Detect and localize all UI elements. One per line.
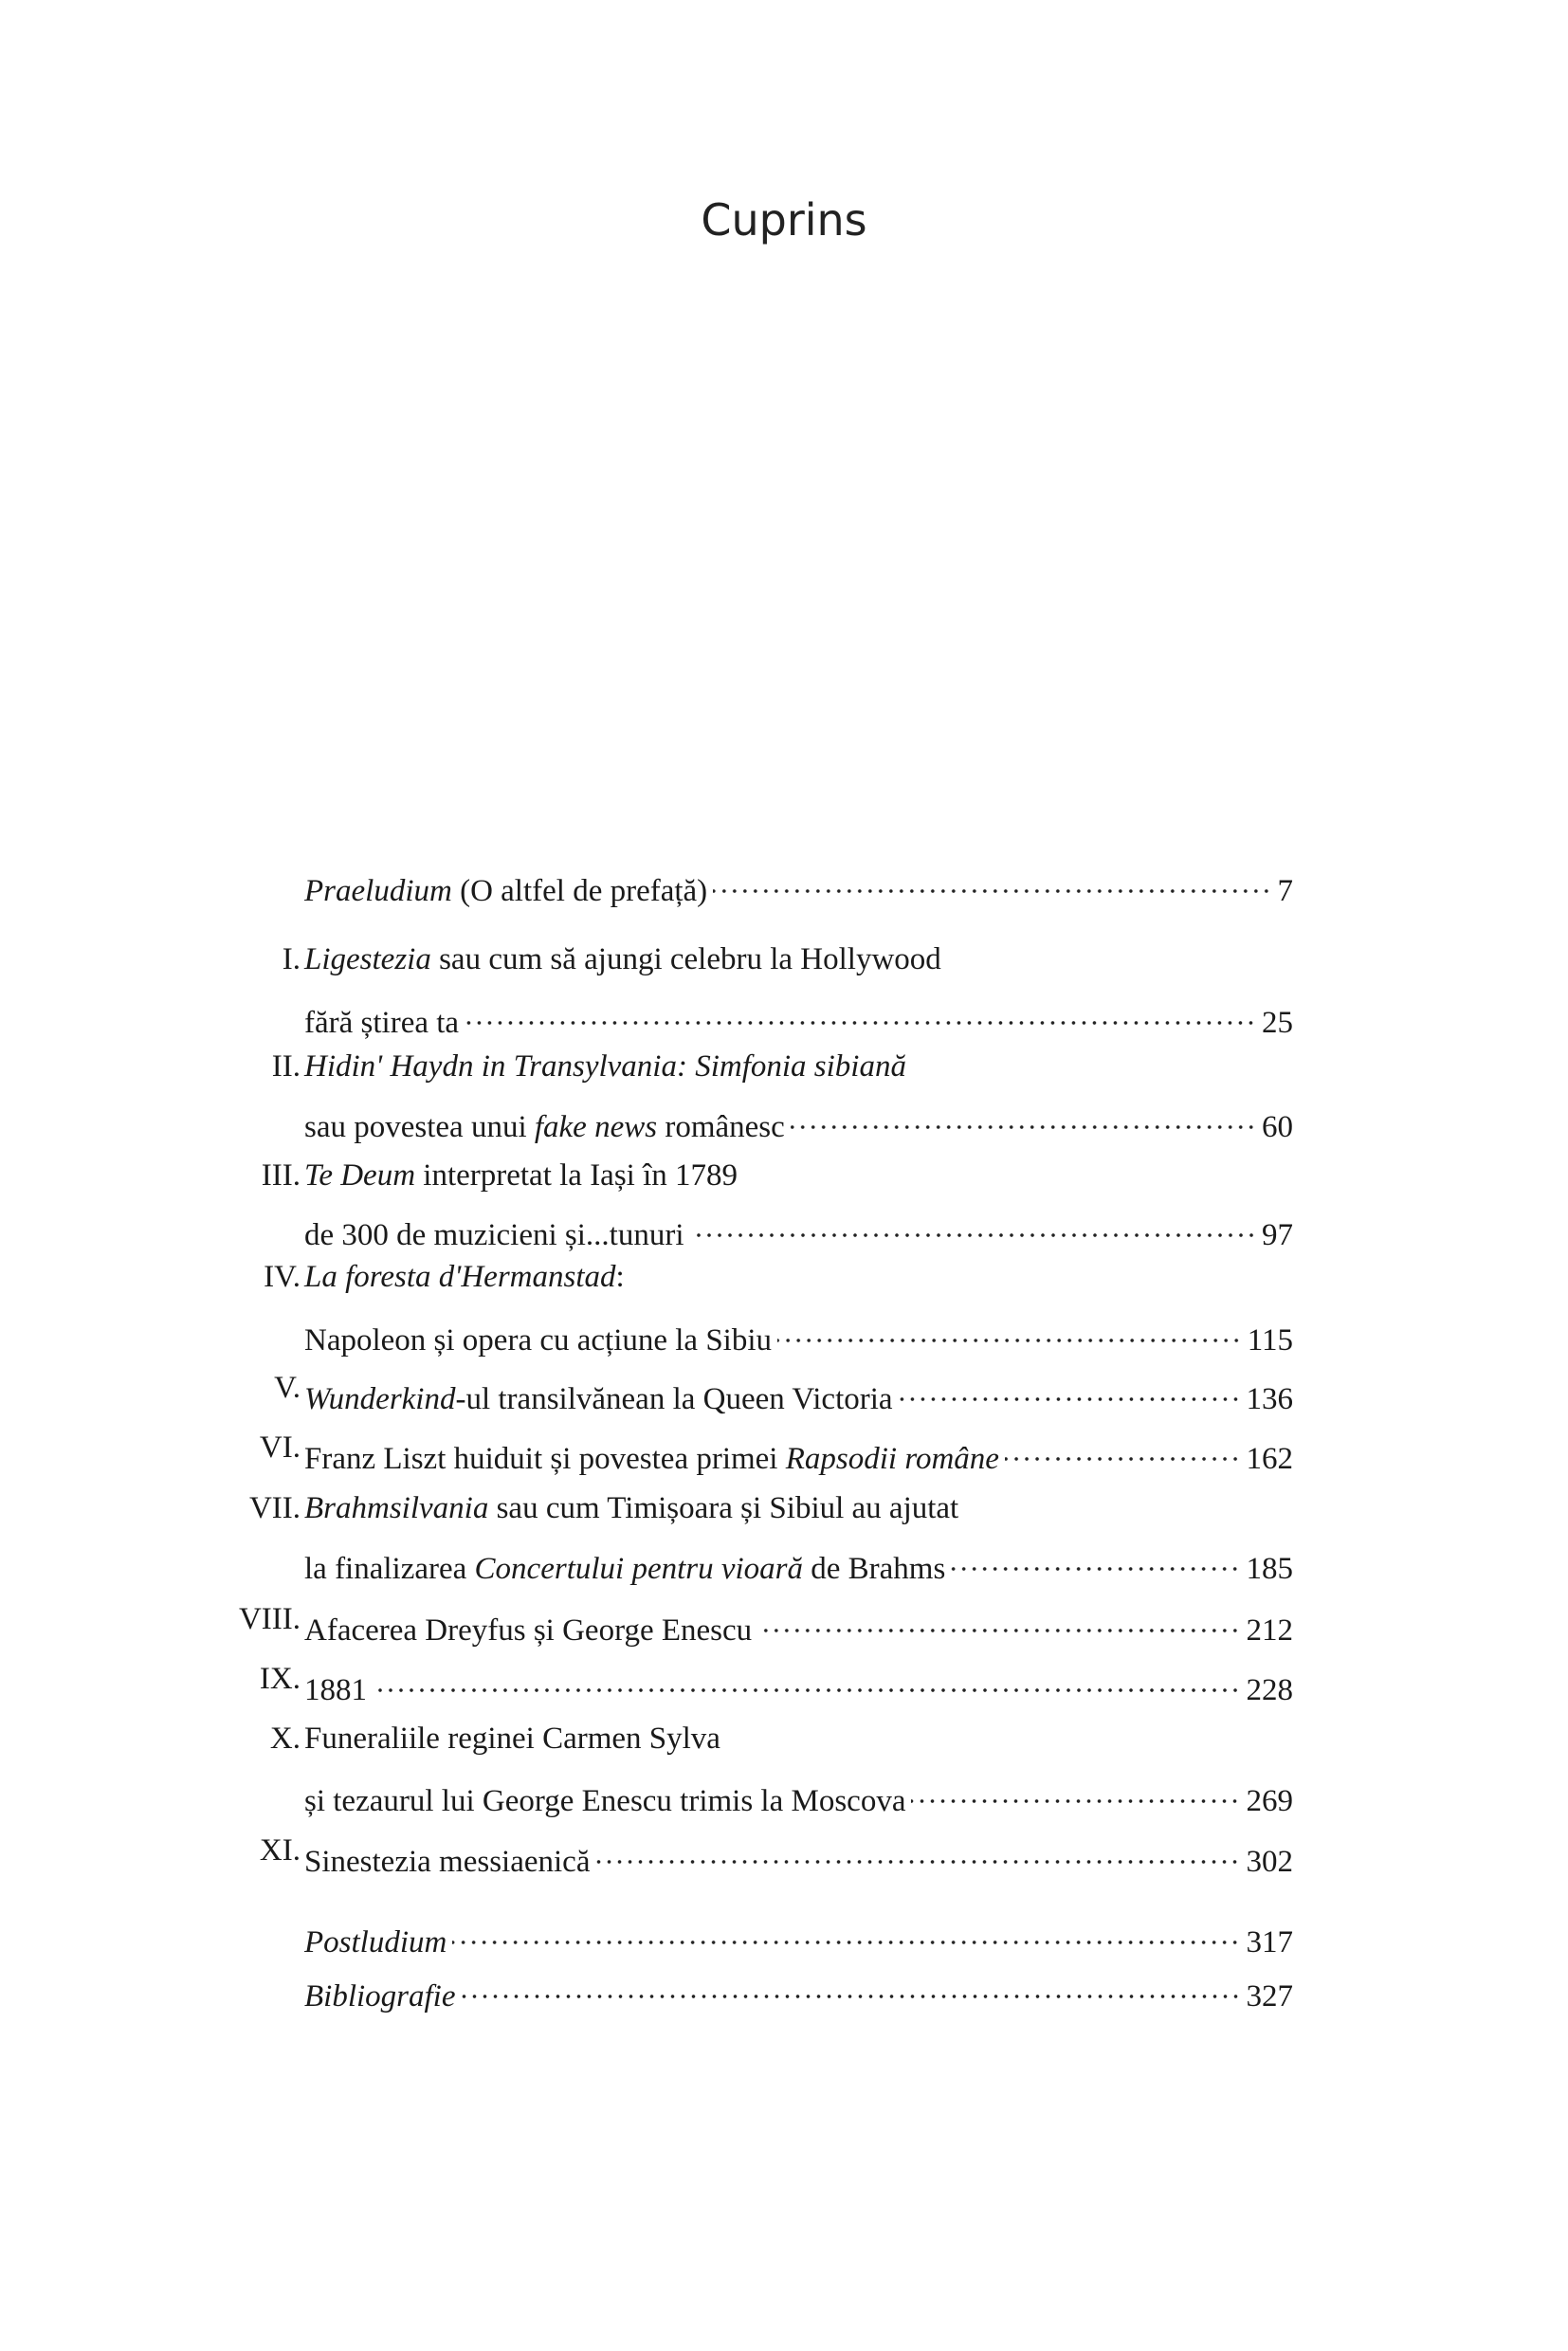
toc-entry-text: Funeraliile reginei Carmen Sylva	[304, 1722, 720, 1756]
toc-entry-text: la finalizarea	[304, 1552, 475, 1586]
toc-entry-line[interactable]	[304, 1256, 1293, 1298]
page-number: 185	[1246, 1552, 1293, 1586]
toc-entry-text: (O altfel de prefață)	[451, 874, 708, 908]
page-number: 302	[1246, 1845, 1293, 1879]
toc-entry-text: 1881	[304, 1673, 367, 1707]
toc-entry-text: Bibliografie	[304, 1979, 456, 2014]
toc-entry-text: sau povestea unui	[304, 1110, 535, 1144]
toc-entry-text: Hidin' Haydn in Transylvania: Simfonia sibiană	[304, 1049, 906, 1084]
dot-leader	[951, 1537, 1240, 1578]
page-number: 25	[1262, 1006, 1293, 1040]
chapter-numeral: III.	[261, 1158, 301, 1193]
page-number: 327	[1246, 1979, 1293, 2014]
chapter-numeral: I.	[282, 942, 301, 976]
toc-entry-text: fake news	[534, 1110, 658, 1144]
page-number: 115	[1247, 1323, 1293, 1358]
dot-leader	[899, 1367, 1241, 1409]
toc-entry-text: -ul transilvănean la Queen Victoria	[455, 1382, 893, 1416]
page-number: 162	[1246, 1442, 1293, 1476]
toc-entry-line[interactable]	[304, 1155, 1293, 1196]
toc-entry-text: și tezaurul lui George Enescu trimis la Moscova	[304, 1784, 906, 1818]
chapter-numeral: IV.	[264, 1260, 301, 1294]
dot-leader	[1005, 1427, 1241, 1468]
toc-entry-line[interactable]	[304, 1095, 1293, 1144]
dot-leader	[777, 1308, 1242, 1350]
page-number: 136	[1246, 1382, 1293, 1416]
toc-entry-text: de 300 de muzicieni și...tunuri	[304, 1218, 684, 1252]
chapter-numeral: VI.	[259, 1431, 301, 1465]
chapter-numeral: VII.	[248, 1491, 301, 1525]
dot-leader	[465, 991, 1256, 1032]
dot-leader	[595, 1830, 1240, 1871]
toc-entry-line[interactable]	[304, 939, 1293, 980]
toc-entry-line[interactable]	[304, 1658, 1293, 1707]
toc-entry-text: interpretat la Iași în 1789	[415, 1158, 738, 1193]
toc-entry-text: La foresta d'Hermanstad	[304, 1260, 616, 1294]
toc-entry-line[interactable]	[304, 859, 1293, 908]
toc-entry-line[interactable]	[304, 1367, 1293, 1416]
dot-leader	[462, 1964, 1241, 2006]
chapter-numeral: V.	[274, 1371, 301, 1405]
chapter-numeral: X.	[269, 1722, 301, 1756]
toc-entry-line[interactable]	[304, 1964, 1293, 2014]
page-number: 212	[1246, 1613, 1293, 1648]
toc-entry-line[interactable]	[304, 1046, 1293, 1087]
dot-leader	[713, 859, 1271, 901]
toc-entry-text: românesc	[657, 1110, 785, 1144]
dot-leader	[757, 1598, 1240, 1640]
chapter-numeral: II.	[271, 1049, 301, 1084]
toc-entry-line[interactable]	[304, 1308, 1293, 1358]
page-title: Cuprins	[701, 194, 867, 246]
toc-entry-text: Napoleon și opera cu acțiune la Sibiu	[304, 1323, 773, 1358]
toc-entry-text: sau cum să ajungi celebru la Hollywood	[430, 942, 941, 976]
toc-entry-text: Wunderkind	[304, 1382, 456, 1416]
page-number: 7	[1277, 874, 1293, 908]
toc-entry-line[interactable]	[304, 1487, 1293, 1529]
page-number: 60	[1262, 1110, 1293, 1144]
dot-leader	[690, 1203, 1257, 1245]
toc-entry-text: Postludium	[304, 1925, 447, 1959]
toc-entry-line[interactable]	[304, 1203, 1293, 1252]
toc-entry-text: Te Deum	[304, 1158, 416, 1193]
chapter-numeral: IX.	[259, 1662, 301, 1696]
toc-entry-text: Ligestezia	[304, 942, 431, 976]
toc-entry-line[interactable]	[304, 991, 1293, 1040]
toc-entry-text: Concertului pentru vioară	[474, 1552, 804, 1586]
toc-entry-text: Rapsodii române	[785, 1442, 999, 1476]
toc-entry-line[interactable]	[304, 1537, 1293, 1586]
toc-entry-text: Brahmsilvania	[304, 1491, 489, 1525]
toc-entry-text: de Brahms	[803, 1552, 946, 1586]
toc-entry-line[interactable]	[304, 1598, 1293, 1648]
toc-entry-line[interactable]	[304, 1769, 1293, 1818]
toc-entry-line[interactable]	[304, 1910, 1293, 1959]
page-number: 97	[1262, 1218, 1293, 1252]
dot-leader	[911, 1769, 1240, 1811]
dot-leader	[791, 1095, 1256, 1137]
toc-entry-text: Praeludium	[304, 874, 452, 908]
toc-entry-line[interactable]	[304, 1718, 1293, 1759]
chapter-numeral: XI.	[259, 1833, 301, 1868]
dot-leader	[452, 1910, 1240, 1952]
toc-entry-text: sau cum Timișoara și Sibiul au ajutat	[488, 1491, 959, 1525]
chapter-numeral: VIII.	[238, 1602, 301, 1636]
toc-entry-text: Afacerea Dreyfus și George Enescu	[304, 1613, 753, 1648]
toc-entry-text: :	[615, 1260, 625, 1294]
toc-entry-text: Franz Liszt huiduit și povestea primei	[304, 1442, 786, 1476]
page-number: 317	[1246, 1925, 1293, 1959]
dot-leader	[373, 1658, 1241, 1700]
toc-entry-line[interactable]	[304, 1427, 1293, 1476]
toc-entry-line[interactable]	[304, 1830, 1293, 1879]
toc-entry-text: Sinestezia messiaenică	[304, 1845, 591, 1879]
page-number: 228	[1246, 1673, 1293, 1707]
page-number: 269	[1246, 1784, 1293, 1818]
toc-entry-text: fără știrea ta	[304, 1006, 460, 1040]
